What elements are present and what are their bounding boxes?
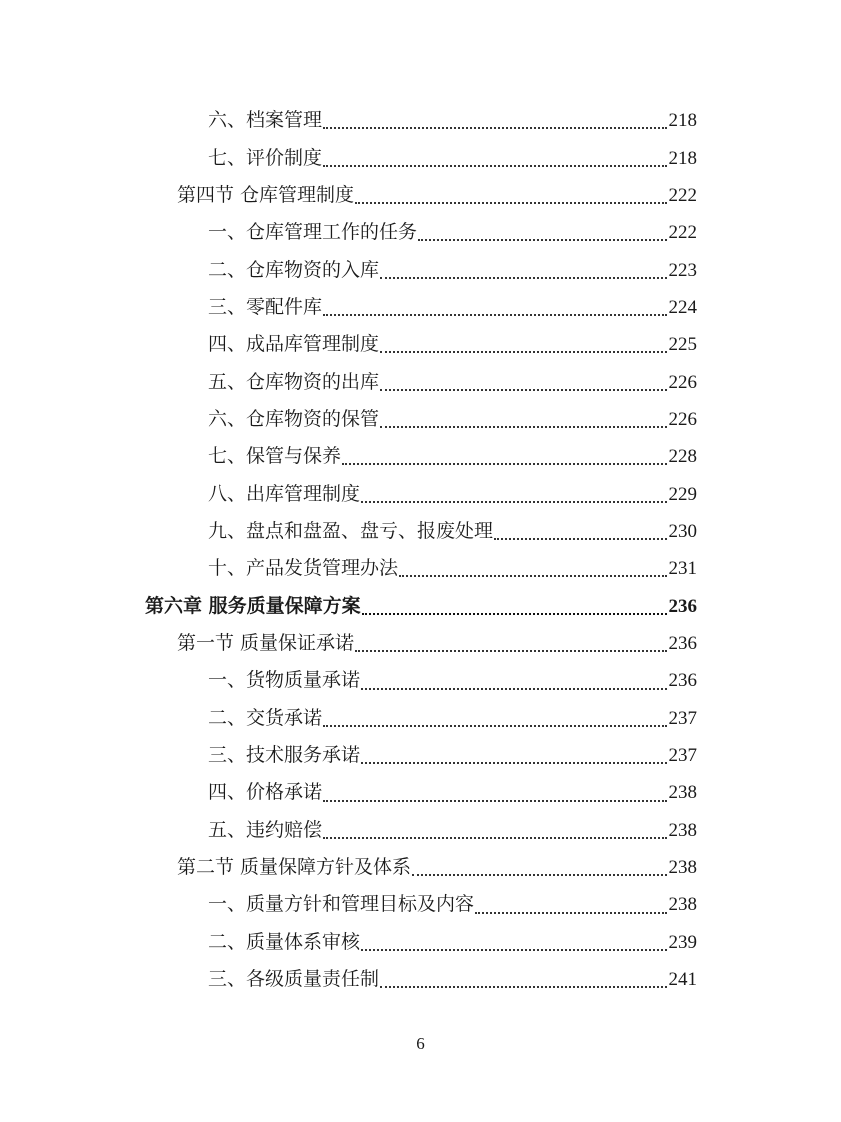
toc-entry-page: 218 — [668, 110, 697, 132]
toc-entry-page: 228 — [668, 446, 697, 468]
toc-item-entry — [0, 700, 841, 737]
toc-section-entry — [0, 849, 841, 886]
toc-entry-page: 236 — [668, 632, 697, 654]
toc-entry-page: 218 — [668, 147, 697, 169]
toc-entry-page: 225 — [668, 334, 697, 356]
toc-chapter-entry — [0, 587, 841, 624]
toc-entry-page: 229 — [668, 483, 697, 505]
toc-entry-page: 223 — [668, 259, 697, 281]
toc-item-entry — [0, 662, 841, 699]
toc-entry-title: 三、技术服务承诺 — [208, 744, 361, 767]
toc-entry-page: 238 — [668, 782, 697, 804]
toc-entry-title: 第二节 质量保障方针及体系 — [177, 856, 412, 879]
toc-entry-title: 二、仓库物资的入库 — [208, 258, 380, 281]
toc-item-entry — [0, 961, 841, 998]
toc-entry-page: 241 — [668, 969, 697, 991]
dot-leader — [355, 201, 666, 204]
toc-entry-title: 八、出库管理制度 — [208, 482, 361, 505]
toc-item-entry — [0, 924, 841, 961]
page-number: 6 — [416, 1034, 425, 1053]
toc-entry-page: 222 — [668, 222, 697, 244]
toc-entry-title: 十、产品发货管理办法 — [208, 557, 399, 580]
dot-leader — [380, 985, 666, 988]
toc-item-entry — [0, 289, 841, 326]
toc-item-entry — [0, 774, 841, 811]
toc-entry-title: 第一节 质量保证承诺 — [177, 631, 355, 654]
toc-entry-page: 226 — [668, 408, 697, 430]
toc-entry-page: 226 — [668, 371, 697, 393]
dot-leader — [475, 911, 666, 914]
toc-entry-title: 四、成品库管理制度 — [208, 333, 380, 356]
toc-item-entry — [0, 363, 841, 400]
dot-leader — [380, 350, 666, 353]
toc-section-entry — [0, 177, 841, 214]
toc-entry-page: 238 — [668, 819, 697, 841]
dot-leader — [418, 238, 666, 241]
toc-entry-page: 237 — [668, 707, 697, 729]
toc-item-entry — [0, 550, 841, 587]
dot-leader — [361, 500, 666, 503]
dot-leader — [380, 425, 666, 428]
dot-leader — [323, 126, 666, 129]
toc-entry-page: 236 — [668, 595, 697, 617]
toc-entry-title: 二、交货承诺 — [208, 706, 323, 729]
toc-entry-title: 一、货物质量承诺 — [208, 669, 361, 692]
table-of-contents — [0, 102, 841, 998]
toc-entry-title: 七、保管与保养 — [208, 445, 342, 468]
toc-item-entry — [0, 139, 841, 176]
toc-entry-title: 五、违约赔偿 — [208, 818, 323, 841]
toc-entry-title: 第四节 仓库管理制度 — [177, 183, 355, 206]
toc-entry-title: 第六章 服务质量保障方案 — [145, 594, 361, 617]
toc-entry-page: 230 — [668, 520, 697, 542]
dot-leader — [412, 873, 666, 876]
dot-leader — [323, 164, 666, 167]
toc-item-entry — [0, 102, 841, 139]
toc-entry-title: 一、仓库管理工作的任务 — [208, 221, 418, 244]
toc-item-entry — [0, 737, 841, 774]
toc-item-entry — [0, 886, 841, 923]
toc-item-entry — [0, 513, 841, 550]
toc-entry-title: 七、评价制度 — [208, 146, 323, 169]
toc-entry-page: 222 — [668, 184, 697, 206]
dot-leader — [323, 724, 666, 727]
toc-entry-title: 三、各级质量责任制 — [208, 968, 380, 991]
toc-entry-page: 239 — [668, 931, 697, 953]
dot-leader — [361, 948, 666, 951]
dot-leader — [361, 687, 666, 690]
dot-leader — [399, 574, 666, 577]
dot-leader — [323, 799, 666, 802]
toc-entry-title: 二、质量体系审核 — [208, 930, 361, 953]
dot-leader — [323, 313, 666, 316]
dot-leader — [361, 761, 666, 764]
toc-item-entry — [0, 475, 841, 512]
toc-item-entry — [0, 214, 841, 251]
toc-entry-page: 238 — [668, 894, 697, 916]
toc-entry-page: 238 — [668, 857, 697, 879]
dot-leader — [355, 649, 666, 652]
dot-leader — [362, 612, 667, 615]
toc-item-entry — [0, 438, 841, 475]
toc-item-entry — [0, 251, 841, 288]
dot-leader — [494, 537, 666, 540]
dot-leader — [380, 388, 666, 391]
toc-entry-title: 一、质量方针和管理目标及内容 — [208, 893, 475, 916]
toc-entry-title: 五、仓库物资的出库 — [208, 370, 380, 393]
toc-entry-page: 237 — [668, 745, 697, 767]
toc-item-entry — [0, 812, 841, 849]
toc-entry-title: 四、价格承诺 — [208, 781, 323, 804]
toc-item-entry — [0, 326, 841, 363]
toc-entry-title: 六、仓库物资的保管 — [208, 407, 380, 430]
toc-entry-title: 九、盘点和盘盈、盘亏、报废处理 — [208, 519, 494, 542]
toc-entry-page: 224 — [668, 296, 697, 318]
toc-entry-page: 231 — [668, 558, 697, 580]
toc-entry-title: 六、档案管理 — [208, 109, 323, 132]
dot-leader — [342, 462, 666, 465]
toc-entry-title: 三、零配件库 — [208, 295, 323, 318]
toc-item-entry — [0, 401, 841, 438]
toc-entry-page: 236 — [668, 670, 697, 692]
dot-leader — [323, 836, 666, 839]
dot-leader — [380, 276, 666, 279]
toc-section-entry — [0, 625, 841, 662]
